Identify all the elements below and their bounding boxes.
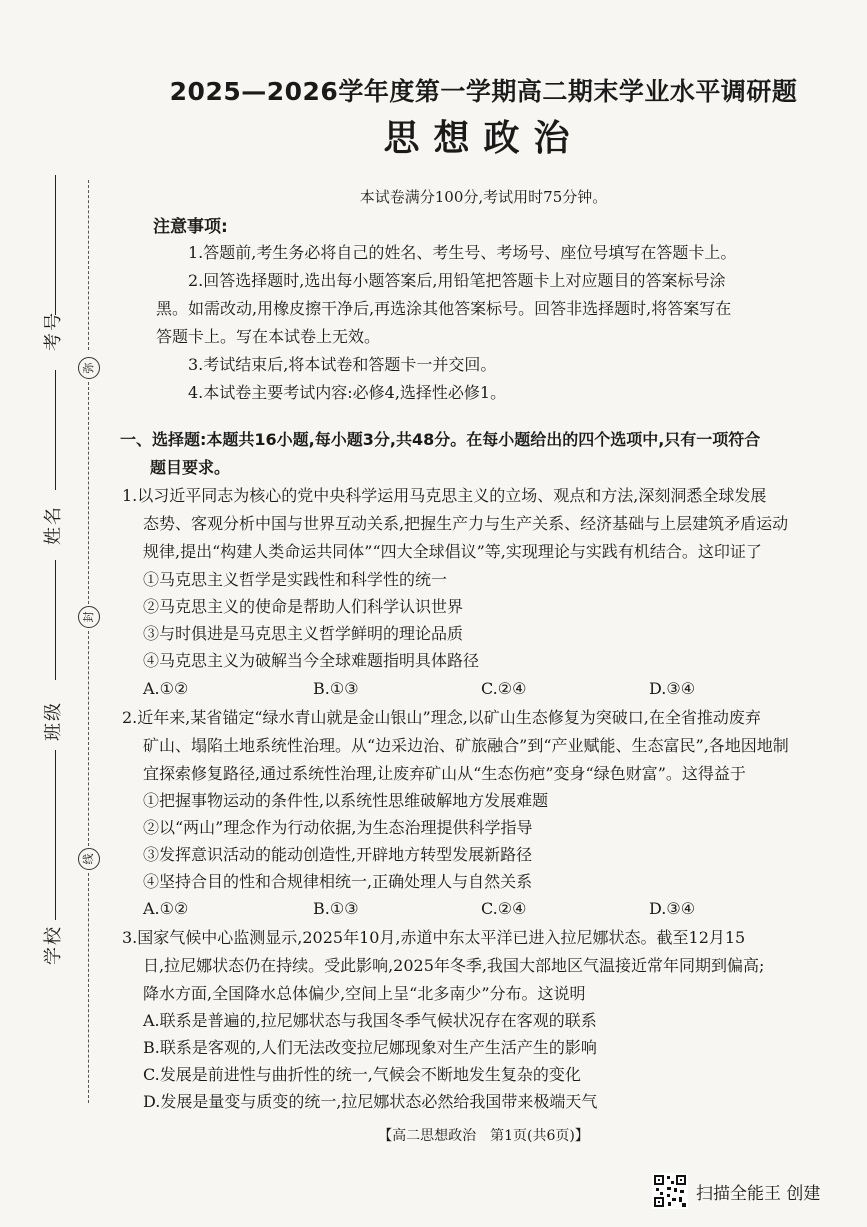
exam-info: 本试卷满分100分,考试用时75分钟。: [359, 188, 608, 206]
binding-margin: [0, 0, 110, 1227]
subject-title: 思想政治: [383, 118, 584, 159]
field-line-school: [55, 750, 56, 920]
page-footer: 【高二思想政治 第1页(共6页)】: [378, 1128, 589, 1144]
seal-line-segment: [88, 180, 89, 350]
section-heading: 一、选择题:本题共16小题,每小题3分,共48分。在每小题给出的四个选项中,只有一项符合: [120, 430, 761, 449]
seal-line-segment: [88, 631, 89, 846]
q1-option-a[interactable]: A.①②: [143, 679, 189, 698]
notice-line: 黑。如需改动,用橡皮擦干净后,再选涂其他答案标号。回答非选择题时,将答案写在: [156, 299, 732, 318]
field-line-exam-number: [55, 175, 56, 315]
notice-heading: 注意事项:: [153, 217, 228, 237]
seal-line-segment: [88, 873, 89, 1103]
seal-mark-mi: 弥: [78, 357, 100, 379]
notice-line: 2.回答选择题时,选出每小题答案后,用铅笔把答题卡上对应题目的答案标号涂: [188, 271, 726, 290]
scanner-label: 扫描全能王 创建: [696, 1183, 821, 1204]
q3-option-d[interactable]: D.发展是量变与质变的统一,拉尼娜状态必然给我国带来极端天气: [143, 1092, 598, 1111]
q1-item: ④马克思主义为破解当今全球难题指明具体路径: [143, 651, 480, 670]
q2-stem: 矿山、塌陷土地系统性治理。从“边采边治、矿旅融合”到“产业赋能、生态富民”,各地因地制: [143, 736, 789, 755]
q1-item: ③与时俱进是马克思主义哲学鲜明的理论品质: [143, 624, 464, 643]
field-label-class: 班级: [43, 701, 64, 741]
notice-line: 1.答题前,考生务必将自己的姓名、考生号、考场号、座位号填写在答题卡上。: [188, 243, 737, 262]
section-heading-cont: 题目要求。: [150, 458, 231, 477]
q3-option-b[interactable]: B.联系是客观的,人们无法改变拉尼娜现象对生产生活产生的影响: [143, 1038, 597, 1057]
q1-option-d[interactable]: D.③④: [649, 679, 696, 698]
field-label-exam-number: 考号: [43, 311, 64, 351]
q2-item: ④坚持合目的性和合规律相统一,正确处理人与自然关系: [143, 872, 533, 891]
q1-item: ②马克思主义的使命是帮助人们科学认识世界: [143, 597, 464, 616]
q3-stem: 日,拉尼娜状态仍在持续。受此影响,2025年冬季,我国大部地区气温接近常年同期到偏高;: [143, 956, 765, 975]
q3-stem: 降水方面,全国降水总体偏少,空间上呈“北多南少”分布。这说明: [143, 984, 586, 1003]
q2-item: ②以“两山”理念作为行动依据,为生态治理提供科学指导: [143, 818, 533, 837]
q2-stem: 2.近年来,某省锚定“绿水青山就是金山银山”理念,以矿山生态修复为突破口,在全省推动废弃: [122, 708, 761, 727]
q3-option-a[interactable]: A.联系是普遍的,拉尼娜状态与我国冬季气候状况存在客观的联系: [143, 1011, 597, 1030]
qr-code-icon: [652, 1173, 688, 1209]
q1-stem: 规律,提出“构建人类命运共同体”“四大全球倡议”等,实现理论与实践有机结合。这印证了: [143, 542, 762, 561]
q2-item: ①把握事物运动的条件性,以系统性思维破解地方发展难题: [143, 791, 549, 810]
q3-option-c[interactable]: C.发展是前进性与曲折性的统一,气候会不断地发生复杂的变化: [143, 1065, 581, 1084]
seal-mark-feng: 封: [78, 606, 100, 628]
q2-option-a[interactable]: A.①②: [143, 899, 189, 918]
scanner-watermark: [652, 1173, 820, 1209]
field-line-name: [55, 370, 56, 490]
q1-item: ①马克思主义哲学是实践性和科学性的统一: [143, 570, 448, 589]
q2-option-b[interactable]: B.①③: [313, 899, 359, 918]
notice-line: 答题卡上。写在本试卷上无效。: [156, 327, 381, 346]
notice-line: 4.本试卷主要考试内容:必修4,选择性必修1。: [188, 383, 507, 402]
seal-mark-xian: 线: [78, 848, 100, 870]
q1-option-c[interactable]: C.②④: [481, 679, 527, 698]
q2-stem: 宜探索修复路径,通过系统性治理,让废弃矿山从“生态伤疤”变身“绿色财富”。这得益于: [143, 764, 746, 783]
seal-line-segment: [88, 382, 89, 604]
q1-option-b[interactable]: B.①③: [313, 679, 359, 698]
q2-option-d[interactable]: D.③④: [649, 899, 696, 918]
q2-item: ③发挥意识活动的能动创造性,开辟地方转型发展新路径: [143, 845, 533, 864]
field-label-name: 姓名: [43, 505, 64, 545]
field-label-school: 学校: [43, 925, 64, 965]
q1-stem: 1.以习近平同志为核心的党中央科学运用马克思主义的立场、观点和方法,深刻洞悉全球发展: [122, 486, 767, 505]
q2-option-c[interactable]: C.②④: [481, 899, 527, 918]
field-line-class: [55, 560, 56, 680]
notice-line: 3.考试结束后,将本试卷和答题卡一并交回。: [188, 355, 497, 374]
q3-stem: 3.国家气候中心监测显示,2025年10月,赤道中东太平洋已进入拉尼娜状态。截至12月15: [122, 928, 746, 947]
exam-title: 2025—2026学年度第一学期高二期末学业水平调研题: [169, 77, 798, 106]
q1-stem: 态势、客观分析中国与世界互动关系,把握生产力与生产关系、经济基础与上层建筑矛盾运动: [143, 514, 789, 533]
